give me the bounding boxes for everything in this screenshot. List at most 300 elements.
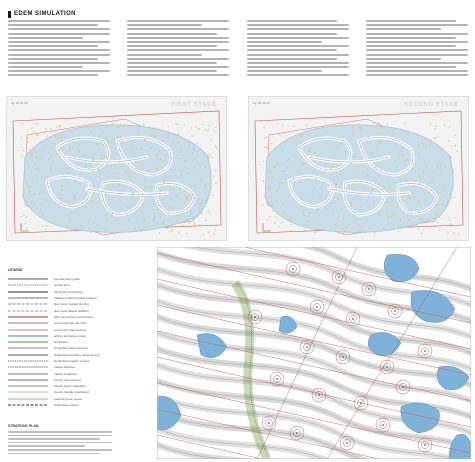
particle: [437, 166, 438, 167]
particle: [144, 186, 145, 187]
text-line: [8, 435, 112, 437]
particle: [35, 164, 36, 165]
particle: [212, 157, 213, 158]
particle: [156, 154, 157, 155]
particle: [44, 180, 45, 181]
particle: [379, 155, 380, 156]
particle: [285, 178, 286, 179]
text-line: [366, 41, 468, 43]
particle: [22, 147, 23, 148]
particle: [308, 150, 309, 151]
particle: [132, 195, 133, 196]
legend-symbol: [8, 346, 48, 350]
particle: [192, 135, 193, 136]
particle: [408, 133, 409, 134]
particle: [21, 137, 22, 138]
particle: [54, 146, 55, 147]
text-line: [127, 24, 202, 26]
particle: [329, 145, 330, 146]
particle: [265, 185, 266, 186]
particle: [66, 226, 67, 227]
particle: [155, 194, 156, 195]
particle: [189, 195, 190, 196]
particle: [134, 229, 135, 230]
particle: [200, 225, 201, 226]
particle: [265, 137, 266, 138]
particle: [325, 170, 326, 171]
plan-node-center: [316, 306, 318, 308]
particle: [172, 228, 173, 229]
particle: [49, 166, 50, 167]
text-column-1: [8, 20, 110, 76]
particle: [451, 197, 452, 198]
text-line: [8, 66, 83, 68]
particle: [455, 145, 456, 146]
particle: [151, 226, 152, 227]
particle: [412, 168, 413, 169]
particle: [106, 157, 107, 158]
particle: [162, 199, 163, 200]
particle: [176, 221, 177, 222]
particle: [110, 166, 111, 167]
particle: [382, 189, 383, 190]
particle: [112, 122, 113, 123]
text-line: [247, 24, 349, 26]
particle: [454, 135, 455, 136]
particle: [208, 153, 209, 154]
particle: [168, 210, 169, 211]
particle: [414, 180, 415, 181]
particle: [278, 226, 279, 227]
legend-symbol: [8, 390, 48, 394]
particle: [180, 158, 181, 159]
legend-symbol: [8, 340, 48, 344]
particle: [442, 204, 443, 205]
particle: [186, 196, 187, 197]
particle: [159, 232, 160, 233]
particle: [48, 159, 49, 160]
text-line: [127, 58, 229, 60]
particle: [41, 157, 42, 158]
text-line: [247, 33, 337, 35]
particle: [177, 134, 178, 135]
particle: [263, 161, 264, 162]
particle: [372, 152, 373, 153]
particle: [284, 214, 285, 215]
text-line: [247, 45, 349, 47]
particle: [309, 212, 310, 213]
particle: [215, 127, 216, 128]
particle: [122, 165, 123, 166]
particle: [198, 128, 199, 129]
particle: [119, 200, 120, 201]
particle: [186, 198, 187, 199]
particle: [50, 168, 51, 169]
particle: [37, 134, 38, 135]
text-line: [8, 33, 110, 35]
particle: [200, 212, 201, 213]
particle: [393, 205, 394, 206]
particle: [388, 179, 389, 180]
particle: [157, 170, 158, 171]
legend-item: [8, 402, 148, 408]
particle: [186, 233, 187, 234]
text-line: [366, 66, 456, 68]
particle: [216, 183, 217, 184]
particle: [331, 158, 332, 159]
particle: [436, 214, 437, 215]
legend: [8, 268, 148, 408]
strategic-plan-text: [8, 431, 112, 456]
particle: [433, 226, 434, 227]
particle: [57, 231, 58, 232]
particle: [38, 168, 39, 169]
particle: [309, 128, 310, 129]
particle: [151, 193, 152, 194]
particle: [161, 206, 162, 207]
particle: [44, 132, 45, 133]
text-line: [8, 438, 100, 440]
particle: [343, 217, 344, 218]
particle: [449, 219, 450, 220]
particle: [60, 194, 61, 195]
particle: [132, 193, 133, 194]
particle: [173, 208, 174, 209]
particle: [111, 233, 112, 234]
particle: [390, 152, 391, 153]
particle: [282, 182, 283, 183]
particle: [430, 124, 431, 125]
particle: [348, 224, 349, 225]
particle: [91, 196, 92, 197]
particle: [98, 169, 99, 170]
particle: [454, 197, 455, 198]
particle: [264, 127, 265, 128]
particle: [427, 162, 428, 163]
particle: [438, 192, 439, 193]
particle: [69, 218, 70, 219]
text-line: [366, 49, 468, 51]
particle: [159, 150, 160, 151]
plan-node-center: [352, 318, 354, 320]
plan-node-center: [360, 402, 362, 404]
particle: [398, 158, 399, 159]
particle: [441, 218, 442, 219]
particle: [264, 147, 265, 148]
legend-symbol: [8, 365, 48, 369]
strategic-plan-map: [157, 247, 471, 459]
particle: [418, 153, 419, 154]
particle: [173, 216, 174, 217]
particle: [32, 153, 33, 154]
particle: [176, 215, 177, 216]
particle: [194, 222, 195, 223]
particle: [207, 129, 208, 130]
particle: [293, 178, 294, 179]
particle: [331, 180, 332, 181]
legend-label: shelterbelt outlook: [54, 403, 79, 408]
particle: [215, 131, 216, 132]
particle: [166, 177, 167, 178]
particle: [398, 231, 399, 232]
particle: [169, 185, 170, 186]
particle: [201, 199, 202, 200]
particle: [169, 157, 170, 158]
particle: [195, 197, 196, 198]
particle: [98, 136, 99, 137]
particle: [108, 184, 109, 185]
particle: [436, 137, 437, 138]
particle: [421, 233, 422, 234]
particle: [272, 176, 273, 177]
particle: [458, 234, 459, 235]
particle: [181, 213, 182, 214]
text-line: [8, 41, 110, 43]
particle: [37, 123, 38, 124]
particle: [171, 206, 172, 207]
particle: [175, 123, 176, 124]
particle: [385, 170, 386, 171]
particle: [312, 191, 313, 192]
particle: [158, 202, 159, 203]
particle: [423, 170, 424, 171]
particle: [439, 230, 440, 231]
particle: [190, 193, 191, 194]
particle: [214, 234, 215, 235]
particle: [332, 213, 333, 214]
particle: [154, 136, 155, 137]
particle: [279, 133, 280, 134]
text-line: [8, 74, 98, 76]
particle: [215, 170, 216, 171]
particle: [435, 138, 436, 139]
particle: [36, 156, 37, 157]
particle: [100, 154, 101, 155]
particle: [205, 129, 206, 130]
particle: [306, 124, 307, 125]
particle: [208, 125, 209, 126]
particle: [24, 223, 25, 224]
particle: [50, 131, 51, 132]
particle: [386, 202, 387, 203]
particle: [325, 199, 326, 200]
particle: [74, 138, 75, 139]
particle: [90, 131, 91, 132]
particle: [150, 134, 151, 135]
particle: [352, 156, 353, 157]
particle: [193, 149, 194, 150]
particle: [28, 138, 29, 139]
particle: [104, 155, 105, 156]
particle: [338, 145, 339, 146]
particle: [375, 180, 376, 181]
particle: [93, 158, 94, 159]
particle: [448, 205, 449, 206]
particle: [359, 218, 360, 219]
particle: [449, 127, 450, 128]
text-line: [8, 20, 110, 22]
particle: [142, 193, 143, 194]
particle: [450, 224, 451, 225]
legend-label: shelterbelt: [54, 340, 68, 345]
legend-label: shelterbelt boundary development: [54, 352, 100, 357]
text-line: [127, 41, 229, 43]
particle: [177, 214, 178, 215]
particle: [144, 139, 145, 140]
particle: [340, 170, 341, 171]
particle: [276, 162, 277, 163]
text-line: [127, 66, 229, 68]
particle: [390, 192, 391, 193]
particle: [205, 220, 206, 221]
particle: [89, 192, 90, 193]
text-line: [8, 442, 112, 444]
legend-label: flow trend (market priority): [54, 302, 89, 307]
particle: [352, 233, 353, 234]
particle: [165, 227, 166, 228]
particle: [342, 189, 343, 190]
particle: [388, 154, 389, 155]
text-line: [127, 62, 217, 64]
particle: [358, 166, 359, 167]
particle: [168, 183, 169, 184]
particle: [372, 189, 373, 190]
particle: [45, 128, 46, 129]
particle: [44, 177, 45, 178]
particle: [330, 168, 331, 169]
particle: [125, 172, 126, 173]
particle: [32, 180, 33, 181]
particle: [59, 125, 60, 126]
particle: [171, 198, 172, 199]
particle: [79, 151, 80, 152]
particle: [51, 170, 52, 171]
text-line: [247, 20, 337, 22]
plan-node-center: [386, 366, 388, 368]
text-line: [247, 70, 322, 72]
particle: [106, 146, 107, 147]
particle: [158, 166, 159, 167]
particle: [26, 217, 27, 218]
particle: [337, 211, 338, 212]
particle: [145, 180, 146, 181]
particle: [67, 230, 68, 231]
map-drawing: [157, 247, 471, 459]
particle: [388, 217, 389, 218]
particle: [421, 143, 422, 144]
particle: [126, 206, 127, 207]
particle: [163, 180, 164, 181]
particle: [50, 226, 51, 227]
particle: [270, 216, 271, 217]
text-line: [127, 49, 229, 51]
particle: [169, 163, 170, 164]
particle: [190, 213, 191, 214]
particle: [128, 221, 129, 222]
particle: [74, 156, 75, 157]
particle: [35, 123, 36, 124]
plan-node-center: [346, 442, 348, 444]
particle: [158, 205, 159, 206]
text-line: [8, 445, 85, 447]
particle: [143, 205, 144, 206]
particle: [363, 153, 364, 154]
plan-node-center: [292, 268, 294, 270]
particle: [380, 126, 381, 127]
particle: [427, 197, 428, 198]
particle: [266, 146, 267, 147]
particle: [118, 126, 119, 127]
particle: [208, 210, 209, 211]
particle: [188, 223, 189, 224]
particle: [62, 190, 63, 191]
particle: [268, 178, 269, 179]
particle: [429, 144, 430, 145]
particle: [272, 204, 273, 205]
particle: [178, 134, 179, 135]
particle: [31, 209, 32, 210]
particle: [387, 124, 388, 125]
particle: [75, 181, 76, 182]
particle: [444, 166, 445, 167]
particle: [394, 213, 395, 214]
particle: [121, 141, 122, 142]
text-line: [8, 58, 98, 60]
particle: [193, 219, 194, 220]
simulation-render: [7, 97, 226, 240]
plan-node-center: [382, 424, 384, 426]
particle: [115, 143, 116, 144]
panel-tag: ag. 85 01 00: [11, 101, 28, 105]
particle: [179, 199, 180, 200]
particle: [111, 216, 112, 217]
particle: [119, 183, 120, 184]
text-line: [247, 37, 349, 39]
particle: [134, 213, 135, 214]
particle: [195, 127, 196, 128]
particle: [361, 158, 362, 159]
particle: [33, 204, 34, 205]
particle: [438, 147, 439, 148]
particle: [44, 147, 45, 148]
particle: [269, 169, 270, 170]
particle: [294, 125, 295, 126]
particle: [285, 170, 286, 171]
particle: [144, 140, 145, 141]
particle: [139, 228, 140, 229]
particle: [266, 137, 267, 138]
particle: [270, 171, 271, 172]
text-line: [8, 449, 112, 451]
particle: [412, 154, 413, 155]
particle: [117, 136, 118, 137]
text-line: [366, 33, 468, 35]
plan-node-center: [424, 444, 426, 446]
particle: [120, 136, 121, 137]
particle: [444, 188, 445, 189]
particle: [423, 230, 424, 231]
particle: [154, 219, 155, 220]
particle: [141, 200, 142, 201]
particle: [87, 199, 88, 200]
particle: [407, 215, 408, 216]
particle: [296, 145, 297, 146]
particle: [147, 138, 148, 139]
particle: [105, 193, 106, 194]
particle: [68, 173, 69, 174]
particle: [135, 162, 136, 163]
particle: [131, 198, 132, 199]
